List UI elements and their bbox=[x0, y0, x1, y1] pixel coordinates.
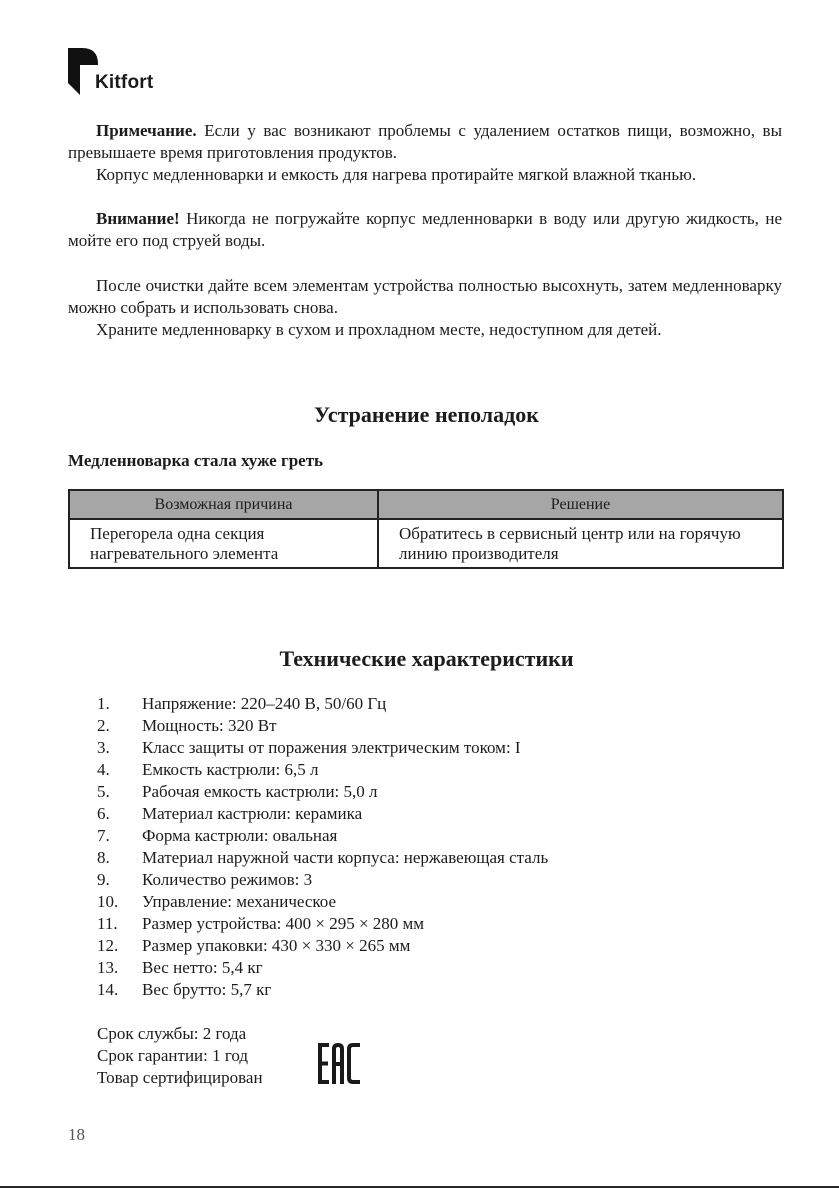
spec-item bbox=[97, 781, 548, 803]
troubleshooting-table bbox=[68, 489, 784, 569]
spec-item bbox=[97, 935, 548, 957]
spec-item bbox=[97, 715, 548, 737]
page-number: 18 bbox=[68, 1125, 85, 1144]
troubleshooting-subtitle: Медленноварка стала хуже греть bbox=[68, 451, 324, 470]
spec-number: 1. bbox=[97, 694, 110, 713]
note-paragraph bbox=[68, 120, 782, 164]
spec-number: 9. bbox=[97, 870, 110, 889]
spec-item bbox=[97, 759, 548, 781]
spec-text: Вес нетто: 5,4 кг bbox=[142, 958, 263, 977]
spec-number: 5. bbox=[97, 782, 110, 801]
specs-list bbox=[97, 693, 548, 1001]
spec-text: Напряжение: 220–240 В, 50/60 Гц bbox=[142, 694, 387, 713]
table-row bbox=[69, 519, 783, 568]
spec-text: Количество режимов: 3 bbox=[142, 870, 313, 889]
spec-text: Форма кастрюли: овальная bbox=[142, 826, 338, 845]
spec-item bbox=[97, 803, 548, 825]
spec-item bbox=[97, 737, 548, 759]
kitfort-logo bbox=[68, 45, 178, 97]
wipe-paragraph bbox=[68, 164, 782, 186]
spec-number: 3. bbox=[97, 738, 110, 757]
note-label: Примечание. bbox=[96, 121, 197, 140]
spec-text: Размер упаковки: 430 × 330 × 265 мм bbox=[142, 936, 411, 955]
spec-item bbox=[97, 891, 548, 913]
spec-text: Материал кастрюли: керамика bbox=[142, 804, 363, 823]
spec-number: 2. bbox=[97, 716, 110, 735]
table-cell-solution: Обратитесь в сервисный центр или на горячую линию производителя bbox=[378, 519, 783, 568]
spec-number: 13. bbox=[97, 958, 119, 977]
specs-title: Технические характеристики bbox=[279, 646, 574, 671]
spec-number: 14. bbox=[97, 980, 119, 999]
spec-text: Управление: механическое bbox=[142, 892, 337, 911]
store-text: Храните медленноварку в сухом и прохладном месте, недоступном для детей. bbox=[96, 320, 662, 339]
certified-note: Товар сертифицирован bbox=[97, 1068, 263, 1087]
spec-number: 7. bbox=[97, 826, 110, 845]
spec-item bbox=[97, 979, 548, 1001]
wipe-text: Корпус медленноварки и емкость для нагрева протирайте мягкой влажной тканью. bbox=[96, 165, 697, 184]
warning-paragraph bbox=[68, 208, 782, 252]
note-text: Если у вас возникают проблемы с удалением остатков пищи, возможно, вы превышаете время приготовления продуктов. bbox=[68, 121, 782, 162]
eac-mark-icon bbox=[318, 1043, 360, 1084]
logo-wordmark: Kitfort bbox=[95, 72, 154, 93]
spec-text: Емкость кастрюли: 6,5 л bbox=[142, 760, 319, 779]
spec-number: 12. bbox=[97, 936, 119, 955]
warning-label: Внимание! bbox=[96, 209, 180, 228]
service-life: Срок службы: 2 года bbox=[97, 1024, 247, 1043]
spec-number: 10. bbox=[97, 892, 119, 911]
spec-number: 11. bbox=[97, 914, 118, 933]
spec-text: Вес брутто: 5,7 кг bbox=[142, 980, 272, 999]
troubleshooting-title: Устранение неполадок bbox=[314, 402, 539, 427]
store-paragraph bbox=[68, 319, 782, 341]
dry-text: После очистки дайте всем элементам устройства полностью высохнуть, затем медленноварку можно собрать и использовать снова. bbox=[68, 276, 782, 317]
spec-text: Рабочая емкость кастрюли: 5,0 л bbox=[142, 782, 378, 801]
table-cell-cause: Перегорела одна секция нагревательного элемента bbox=[69, 519, 378, 568]
spec-text: Класс защиты от поражения электрическим током: I bbox=[142, 738, 521, 757]
spec-item bbox=[97, 869, 548, 891]
spec-text: Мощность: 320 Вт bbox=[142, 716, 277, 735]
spec-item bbox=[97, 847, 548, 869]
spec-number: 4. bbox=[97, 760, 110, 779]
footer-info bbox=[97, 1023, 263, 1089]
spec-text: Размер устройства: 400 × 295 × 280 мм bbox=[142, 914, 425, 933]
dry-paragraph bbox=[68, 275, 782, 319]
spec-text: Материал наружной части корпуса: нержавеющая сталь bbox=[142, 848, 549, 867]
spec-number: 8. bbox=[97, 848, 110, 867]
table-header-cause: Возможная причина bbox=[69, 490, 378, 519]
table-header-row bbox=[69, 490, 783, 519]
spec-item bbox=[97, 693, 548, 715]
spec-item bbox=[97, 957, 548, 979]
warranty-period: Срок гарантии: 1 год bbox=[97, 1046, 249, 1065]
table-header-solution: Решение bbox=[378, 490, 783, 519]
spec-item bbox=[97, 825, 548, 847]
spec-item bbox=[97, 913, 548, 935]
spec-number: 6. bbox=[97, 804, 110, 823]
warning-text: Никогда не погружайте корпус медленноварки в воду или другую жидкость, не мойте его под струей воды. bbox=[68, 209, 782, 250]
kitfort-logo-icon bbox=[68, 45, 98, 97]
